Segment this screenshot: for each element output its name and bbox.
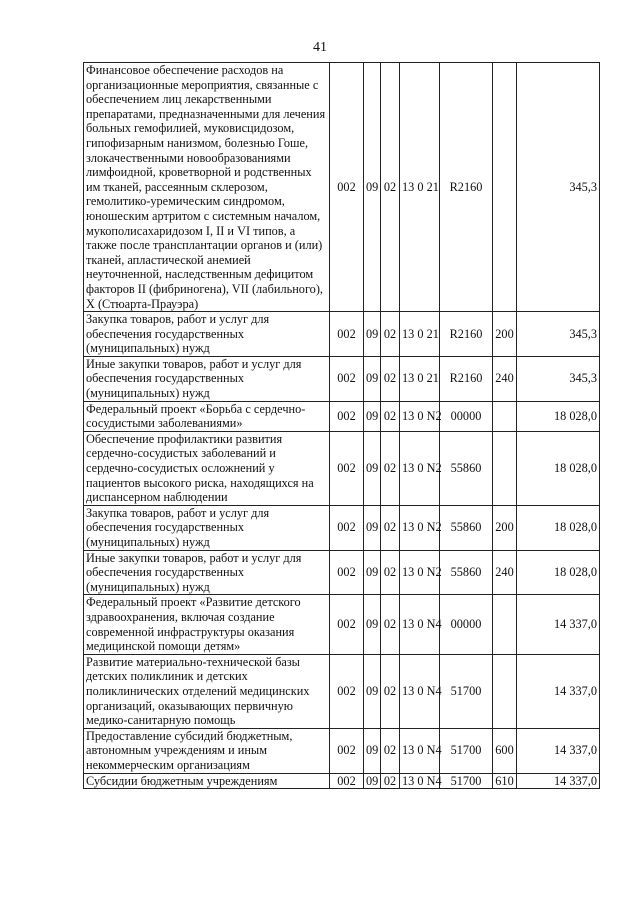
table-row — [84, 312, 600, 357]
table-row — [84, 401, 600, 431]
cell-target-direction: 55860 — [440, 505, 493, 550]
cell-grbs: 002 — [330, 505, 364, 550]
cell-amount: 14 337,0 — [517, 654, 600, 728]
row-name: Закупка товаров, работ и услуг для обеспечения государственных (муниципальных) нужд — [84, 505, 330, 550]
cell-amount: 345,3 — [517, 312, 600, 357]
cell-subsection: 02 — [381, 550, 400, 595]
cell-target-program: 13 0 21 — [400, 63, 440, 312]
cell-section: 09 — [364, 356, 381, 401]
cell-expense-type — [493, 431, 517, 505]
table-row — [84, 63, 600, 312]
cell-section: 09 — [364, 654, 381, 728]
cell-expense-type: 240 — [493, 356, 517, 401]
cell-grbs: 002 — [330, 728, 364, 773]
cell-target-direction: 51700 — [440, 773, 493, 789]
cell-subsection: 02 — [381, 356, 400, 401]
cell-section: 09 — [364, 773, 381, 789]
cell-expense-type: 600 — [493, 728, 517, 773]
cell-section: 09 — [364, 401, 381, 431]
table-row — [84, 773, 600, 789]
cell-target-program: 13 0 N4 — [400, 728, 440, 773]
row-name: Иные закупки товаров, работ и услуг для обеспечения государственных (муниципальных) нужд — [84, 550, 330, 595]
cell-target-direction: R2160 — [440, 356, 493, 401]
cell-target-direction: 51700 — [440, 728, 493, 773]
cell-amount: 18 028,0 — [517, 550, 600, 595]
cell-target-direction: 00000 — [440, 595, 493, 654]
cell-section: 09 — [364, 63, 381, 312]
row-name: Федеральный проект «Развитие детского здравоохранения, включая создание современной инфраструктуры оказания медицинской помощи детям» — [84, 595, 330, 654]
cell-expense-type: 200 — [493, 505, 517, 550]
table-row — [84, 505, 600, 550]
cell-amount: 345,3 — [517, 356, 600, 401]
table-row — [84, 356, 600, 401]
cell-subsection: 02 — [381, 312, 400, 357]
cell-grbs: 002 — [330, 550, 364, 595]
page-number: 41 — [313, 40, 327, 55]
row-name: Закупка товаров, работ и услуг для обеспечения государственных (муниципальных) нужд — [84, 312, 330, 357]
cell-amount: 345,3 — [517, 63, 600, 312]
cell-section: 09 — [364, 550, 381, 595]
cell-subsection: 02 — [381, 595, 400, 654]
row-name: Федеральный проект «Борьба с сердечно-сосудистыми заболеваниями» — [84, 401, 330, 431]
cell-target-program: 13 0 N4 — [400, 654, 440, 728]
table-row — [84, 431, 600, 505]
cell-section: 09 — [364, 595, 381, 654]
cell-target-program: 13 0 N2 — [400, 401, 440, 431]
cell-amount: 18 028,0 — [517, 505, 600, 550]
cell-grbs: 002 — [330, 773, 364, 789]
row-name: Предоставление субсидий бюджетным, автономным учреждениям и иным некоммерческим организациям — [84, 728, 330, 773]
cell-grbs: 002 — [330, 356, 364, 401]
cell-subsection: 02 — [381, 63, 400, 312]
cell-subsection: 02 — [381, 401, 400, 431]
cell-target-direction: R2160 — [440, 312, 493, 357]
cell-expense-type: 240 — [493, 550, 517, 595]
cell-amount: 14 337,0 — [517, 773, 600, 789]
row-name: Субсидии бюджетным учреждениям — [84, 773, 330, 789]
cell-target-direction: 55860 — [440, 431, 493, 505]
cell-target-program: 13 0 N4 — [400, 773, 440, 789]
cell-expense-type — [493, 63, 517, 312]
cell-grbs: 002 — [330, 431, 364, 505]
cell-subsection: 02 — [381, 431, 400, 505]
cell-grbs: 002 — [330, 401, 364, 431]
table-row — [84, 550, 600, 595]
cell-target-program: 13 0 N2 — [400, 431, 440, 505]
cell-section: 09 — [364, 505, 381, 550]
cell-subsection: 02 — [381, 728, 400, 773]
cell-target-program: 13 0 N4 — [400, 595, 440, 654]
cell-target-direction: R2160 — [440, 63, 493, 312]
cell-expense-type — [493, 595, 517, 654]
cell-expense-type — [493, 401, 517, 431]
row-name: Финансовое обеспечение расходов на организационные мероприятия, связанные с обеспечением лиц лекарственными препаратами, предназначенными для лечения больных гемофилией, муковисцидозом, гипофизарным нанизмом, болезнью Гоше, злокачественными новообразованиями лимфоидной, кроветворной и родственных им тканей, рассеянным склерозом, гемолитико-уремическим синдромом, юношеским артритом с системным началом, мукополисахаридозом I, II и VI типов, а также после трансплантации органов и (или) тканей, апластической анемией неуточненной, наследственным дефицитом факторов II (фибриногена), VII (лабильного), X (Стюарта-Прауэра) — [84, 63, 330, 312]
cell-expense-type — [493, 654, 517, 728]
cell-amount: 14 337,0 — [517, 595, 600, 654]
cell-section: 09 — [364, 728, 381, 773]
cell-target-direction: 00000 — [440, 401, 493, 431]
cell-subsection: 02 — [381, 505, 400, 550]
cell-target-program: 13 0 N2 — [400, 550, 440, 595]
cell-subsection: 02 — [381, 654, 400, 728]
cell-section: 09 — [364, 431, 381, 505]
table-row — [84, 654, 600, 728]
cell-target-direction: 51700 — [440, 654, 493, 728]
cell-target-program: 13 0 21 — [400, 312, 440, 357]
cell-amount: 18 028,0 — [517, 401, 600, 431]
cell-expense-type: 200 — [493, 312, 517, 357]
cell-target-program: 13 0 N2 — [400, 505, 440, 550]
cell-amount: 18 028,0 — [517, 431, 600, 505]
cell-grbs: 002 — [330, 595, 364, 654]
table-row — [84, 595, 600, 654]
row-name: Обеспечение профилактики развития сердечно-сосудистых заболеваний и сердечно-сосудистых осложнений у пациентов высокого риска, находящихся на диспансерном наблюдении — [84, 431, 330, 505]
cell-target-direction: 55860 — [440, 550, 493, 595]
row-name: Развитие материально-технической базы детских поликлиник и детских поликлинических отделений медицинских организаций, оказывающих первичную медико-санитарную помощь — [84, 654, 330, 728]
table-row — [84, 728, 600, 773]
cell-section: 09 — [364, 312, 381, 357]
row-name: Иные закупки товаров, работ и услуг для обеспечения государственных (муниципальных) нужд — [84, 356, 330, 401]
budget-table — [83, 62, 600, 789]
cell-target-program: 13 0 21 — [400, 356, 440, 401]
cell-amount: 14 337,0 — [517, 728, 600, 773]
cell-subsection: 02 — [381, 773, 400, 789]
cell-grbs: 002 — [330, 654, 364, 728]
cell-expense-type: 610 — [493, 773, 517, 789]
cell-grbs: 002 — [330, 63, 364, 312]
cell-grbs: 002 — [330, 312, 364, 357]
